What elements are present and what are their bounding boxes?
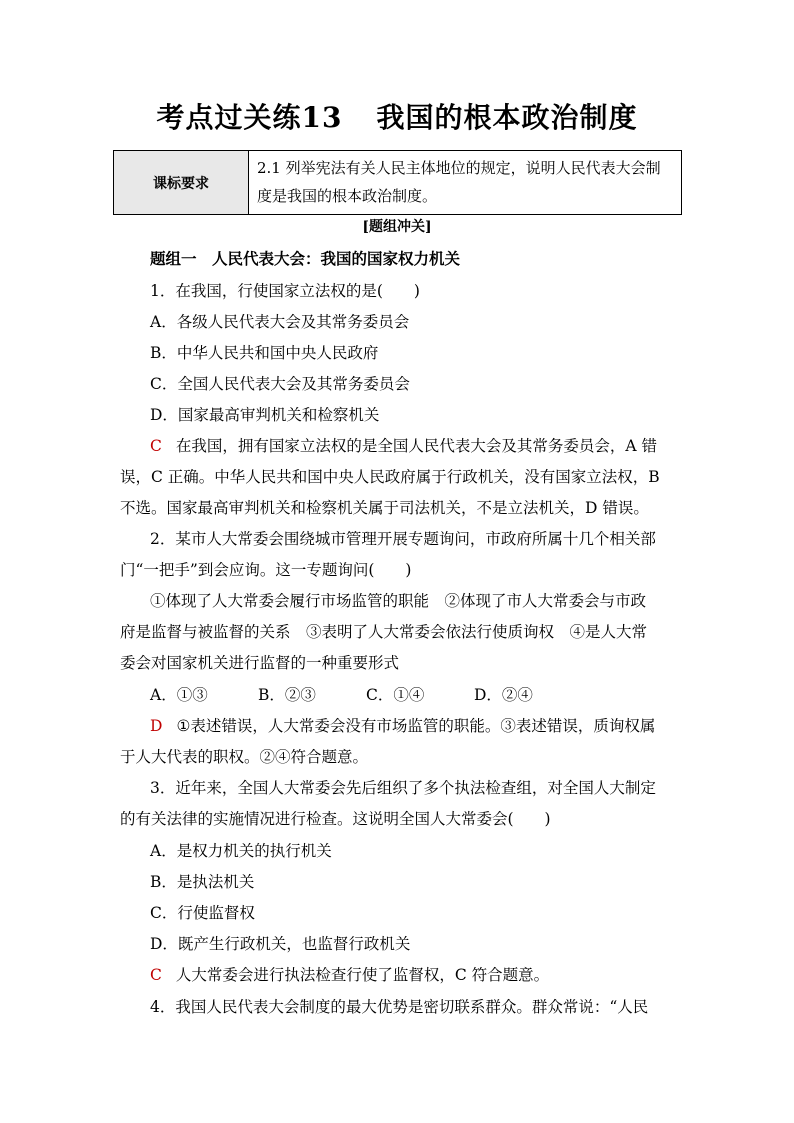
q2-options <box>150 684 680 706</box>
q2-statement-3: 委会对国家机关进行监督的一种重要形式 <box>120 654 400 672</box>
group-heading: 题组一 人民代表大会：我国的国家权力机关 <box>150 249 461 268</box>
q1-explanation-3: 不选。国家最高审判机关和检察机关属于司法机关，不是立法机关，D 错误。 <box>120 499 649 517</box>
q3-answer: C <box>150 966 162 984</box>
q3-stem-1: 3．近年来，全国人大常委会先后组织了多个执法检查组，对全国人大制定 <box>150 779 656 797</box>
q3-explanation: C 人大常委会进行执法检查行使了监督权，C 符合题意。 <box>150 966 550 984</box>
requirement-line-1: 2.1 列举宪法有关人民主体地位的规定，说明人民代表大会制 <box>257 159 661 177</box>
q2-stem-1: 2．某市人大常委会围绕城市管理开展专题询问，市政府所属十几个相关部 <box>150 530 656 548</box>
q2-statement-1: ①体现了人大常委会履行市场监管的职能 ②体现了市人大常委会与市政 <box>150 592 647 610</box>
q2-option-c: C．①④ <box>366 686 425 704</box>
q3-option-a: A．是权力机关的执行机关 <box>150 842 332 860</box>
q3-option-d: D．既产生行政机关，也监督行政机关 <box>150 935 411 953</box>
requirement-label: 课标要求 <box>114 151 249 215</box>
q1-option-b: B．中华人民共和国中央人民政府 <box>150 344 379 362</box>
q1-explanation-2: 误，C 正确。中华人民共和国中央人民政府属于行政机关，没有国家立法权，B <box>120 468 660 486</box>
q1-explanation-1: C 在我国，拥有国家立法权的是全国人民代表大会及其常务委员会，A 错 <box>150 437 657 455</box>
requirement-table <box>113 150 682 215</box>
q1-option-a: A．各级人民代表大会及其常务委员会 <box>150 313 410 331</box>
q2-statement-2: 府是监督与被监督的关系 ③表明了人大常委会依法行使质询权 ④是人大常 <box>120 623 648 641</box>
q2-option-a: A．①③ <box>150 686 208 704</box>
q1-stem: 1．在我国，行使国家立法权的是( ) <box>150 282 420 300</box>
q1-option-c: C．全国人民代表大会及其常务委员会 <box>150 375 410 393</box>
q2-answer: D <box>150 717 163 735</box>
requirement-line-2: 度是我国的根本政治制度。 <box>257 187 438 205</box>
q3-stem-2: 的有关法律的实施情况进行检查。这说明全国人大常委会( ) <box>120 810 551 828</box>
page-title <box>0 96 794 136</box>
title-main: 考点过关练13 <box>156 101 343 134</box>
requirement-text <box>249 151 682 215</box>
q2-option-d: D．②④ <box>474 686 533 704</box>
q2-explanation-1: D ①表述错误，人大常委会没有市场监管的职能。③表述错误，质询权属 <box>150 717 656 735</box>
section-heading: [题组冲关] <box>362 219 432 235</box>
q4-stem-1: 4．我国人民代表大会制度的最大优势是密切联系群众。群众常说：“人民 <box>150 998 649 1016</box>
title-sub: 我国的根本政治制度 <box>376 101 638 134</box>
q3-option-b: B．是执法机关 <box>150 873 255 891</box>
q2-explanation-2: 于人大代表的职权。②④符合题意。 <box>120 748 369 766</box>
q1-option-d: D．国家最高审判机关和检察机关 <box>150 406 380 424</box>
q2-stem-2: 门“一把手”到会应询。这一专题询问( ) <box>120 561 412 579</box>
q3-option-c: C．行使监督权 <box>150 904 255 922</box>
q1-answer: C <box>150 437 162 455</box>
q2-option-b: B．②③ <box>258 686 316 704</box>
